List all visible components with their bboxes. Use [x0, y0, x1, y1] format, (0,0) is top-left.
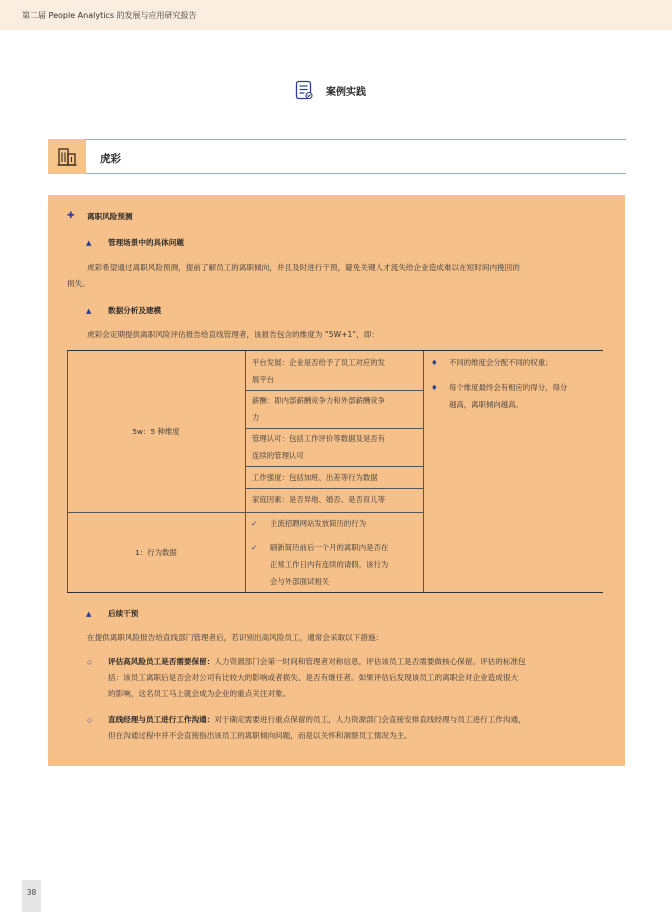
report-title: 第二届 People Analytics 的发展与应用研究报告 — [22, 11, 197, 20]
behavior-cell: 刷新简历前后一个月的离职内是否在 — [270, 543, 389, 552]
check-icon: ✓ — [251, 519, 258, 528]
note-cell: 每个维度最终会有相应的得分，得分 — [449, 383, 568, 392]
building-icon — [56, 146, 78, 168]
row-label-behavior: 1：行为数据 — [135, 548, 177, 557]
page-header — [0, 0, 672, 30]
document-list-icon — [294, 80, 314, 100]
intervention-item-line — [108, 654, 526, 669]
triangle-bullet-icon: ▲ — [86, 239, 92, 247]
check-icon: ✓ — [251, 543, 258, 552]
behavior-cell: 主流招聘网站发放简历的行为 — [270, 519, 367, 528]
divider — [86, 173, 626, 174]
paragraph-line: 在提供离职风险报告给直线部门管理者后，若识别出高风险员工，通常会采取以下措施： — [87, 633, 384, 642]
subheading-modeling: 数据分析及建模 — [108, 306, 162, 315]
dimension-cell: 家庭因素：是否异地、婚否、是否育儿等 — [252, 495, 386, 504]
paragraph-line: 虎彩会定期提供离职风险评估报告给直线管理者，该报告包含的维度为 “5W+1”，即： — [87, 330, 379, 339]
paragraph-line: 虎彩希望通过离职风险预测，提前了解员工的离职倾向，并且及时进行干预，避免关键人才流失给企业造成难以在短时间内挽回的 — [87, 263, 520, 272]
intervention-item-line — [108, 712, 526, 727]
page-number-box — [22, 880, 41, 912]
section-title: 案例实践 — [326, 87, 366, 98]
dimension-cell: 展平台 — [252, 375, 275, 384]
triangle-bullet-icon: ▲ — [86, 610, 92, 618]
row-label-dimensions: 5w：5 种维度 — [132, 427, 180, 436]
intervention-item-text: 人力资源部门会第一时间和管理者对称信息，评估该员工是否需要做核心保留。评估的标准包 — [214, 657, 526, 666]
table-border — [245, 351, 246, 592]
divider — [86, 139, 626, 140]
subheading-problem: 管理场景中的具体问题 — [108, 238, 184, 247]
table-border — [245, 428, 423, 429]
dimension-table — [67, 350, 603, 593]
behavior-cell: 会与外部面试相关 — [270, 577, 330, 586]
triangle-bullet-icon: ▲ — [86, 307, 92, 315]
intervention-item-text: 对于确定需要进行重点保留的员工，人力资源部门会直接安排直线经理与员工进行工作沟通， — [214, 715, 526, 724]
intervention-item-title: 评估高风险员工是否需要保留： — [108, 657, 215, 666]
hollow-diamond-bullet-icon: ◇ — [87, 716, 92, 724]
hollow-diamond-bullet-icon: ◇ — [87, 658, 92, 666]
behavior-cell: 正常工作日内有连续的请假，该行为 — [270, 560, 389, 569]
intervention-item-line: 但在沟通过程中并不会直接指出该员工的离职倾向问题，而是以关怀和洞察员工情况为主。 — [108, 731, 412, 740]
dimension-cell: 工作强度：包括加班、出差等行为数据 — [252, 473, 378, 482]
table-border — [245, 390, 423, 391]
dimension-cell: 薪酬：即内部薪酬竞争力和外部薪酬竞争 — [252, 396, 386, 405]
diamond-bullet-icon: ♦ — [431, 358, 438, 367]
plus-bullet-icon: ✚ — [67, 211, 75, 221]
dimension-cell: 连续的管理认可 — [252, 451, 304, 460]
paragraph-line: 损失。 — [67, 279, 90, 288]
table-border — [67, 512, 423, 513]
company-icon-box — [48, 139, 86, 174]
dimension-cell: 力 — [252, 413, 260, 422]
dimension-cell: 管理认可：包括工作评价等数据及是否有 — [252, 434, 386, 443]
table-border — [245, 488, 423, 489]
intervention-item-title: 直线经理与员工进行工作沟通： — [108, 715, 215, 724]
table-border — [245, 466, 423, 467]
dimension-cell: 平台发展：企业是否给予了员工对应的发 — [252, 358, 386, 367]
intervention-item-line: 括：该员工离职后是否会对公司有比较大的影响或者损失、是否有继任者。如果评估后发现该员工的离职会对企业造成很大 — [108, 673, 519, 682]
note-cell: 不同的维度会分配不同的权重； — [449, 358, 553, 367]
subheading-intervention: 后续干预 — [108, 609, 139, 618]
table-border — [423, 351, 424, 592]
page-number: 38 — [26, 888, 37, 897]
company-name: 虎彩 — [100, 153, 121, 165]
topic-title: 离职风险预测 — [87, 212, 133, 221]
intervention-item-line: 的影响，这名员工马上就会成为企业的重点关注对象。 — [108, 689, 291, 698]
diamond-bullet-icon: ♦ — [431, 383, 438, 392]
note-cell: 越高，离职倾向越高。 — [449, 400, 523, 409]
